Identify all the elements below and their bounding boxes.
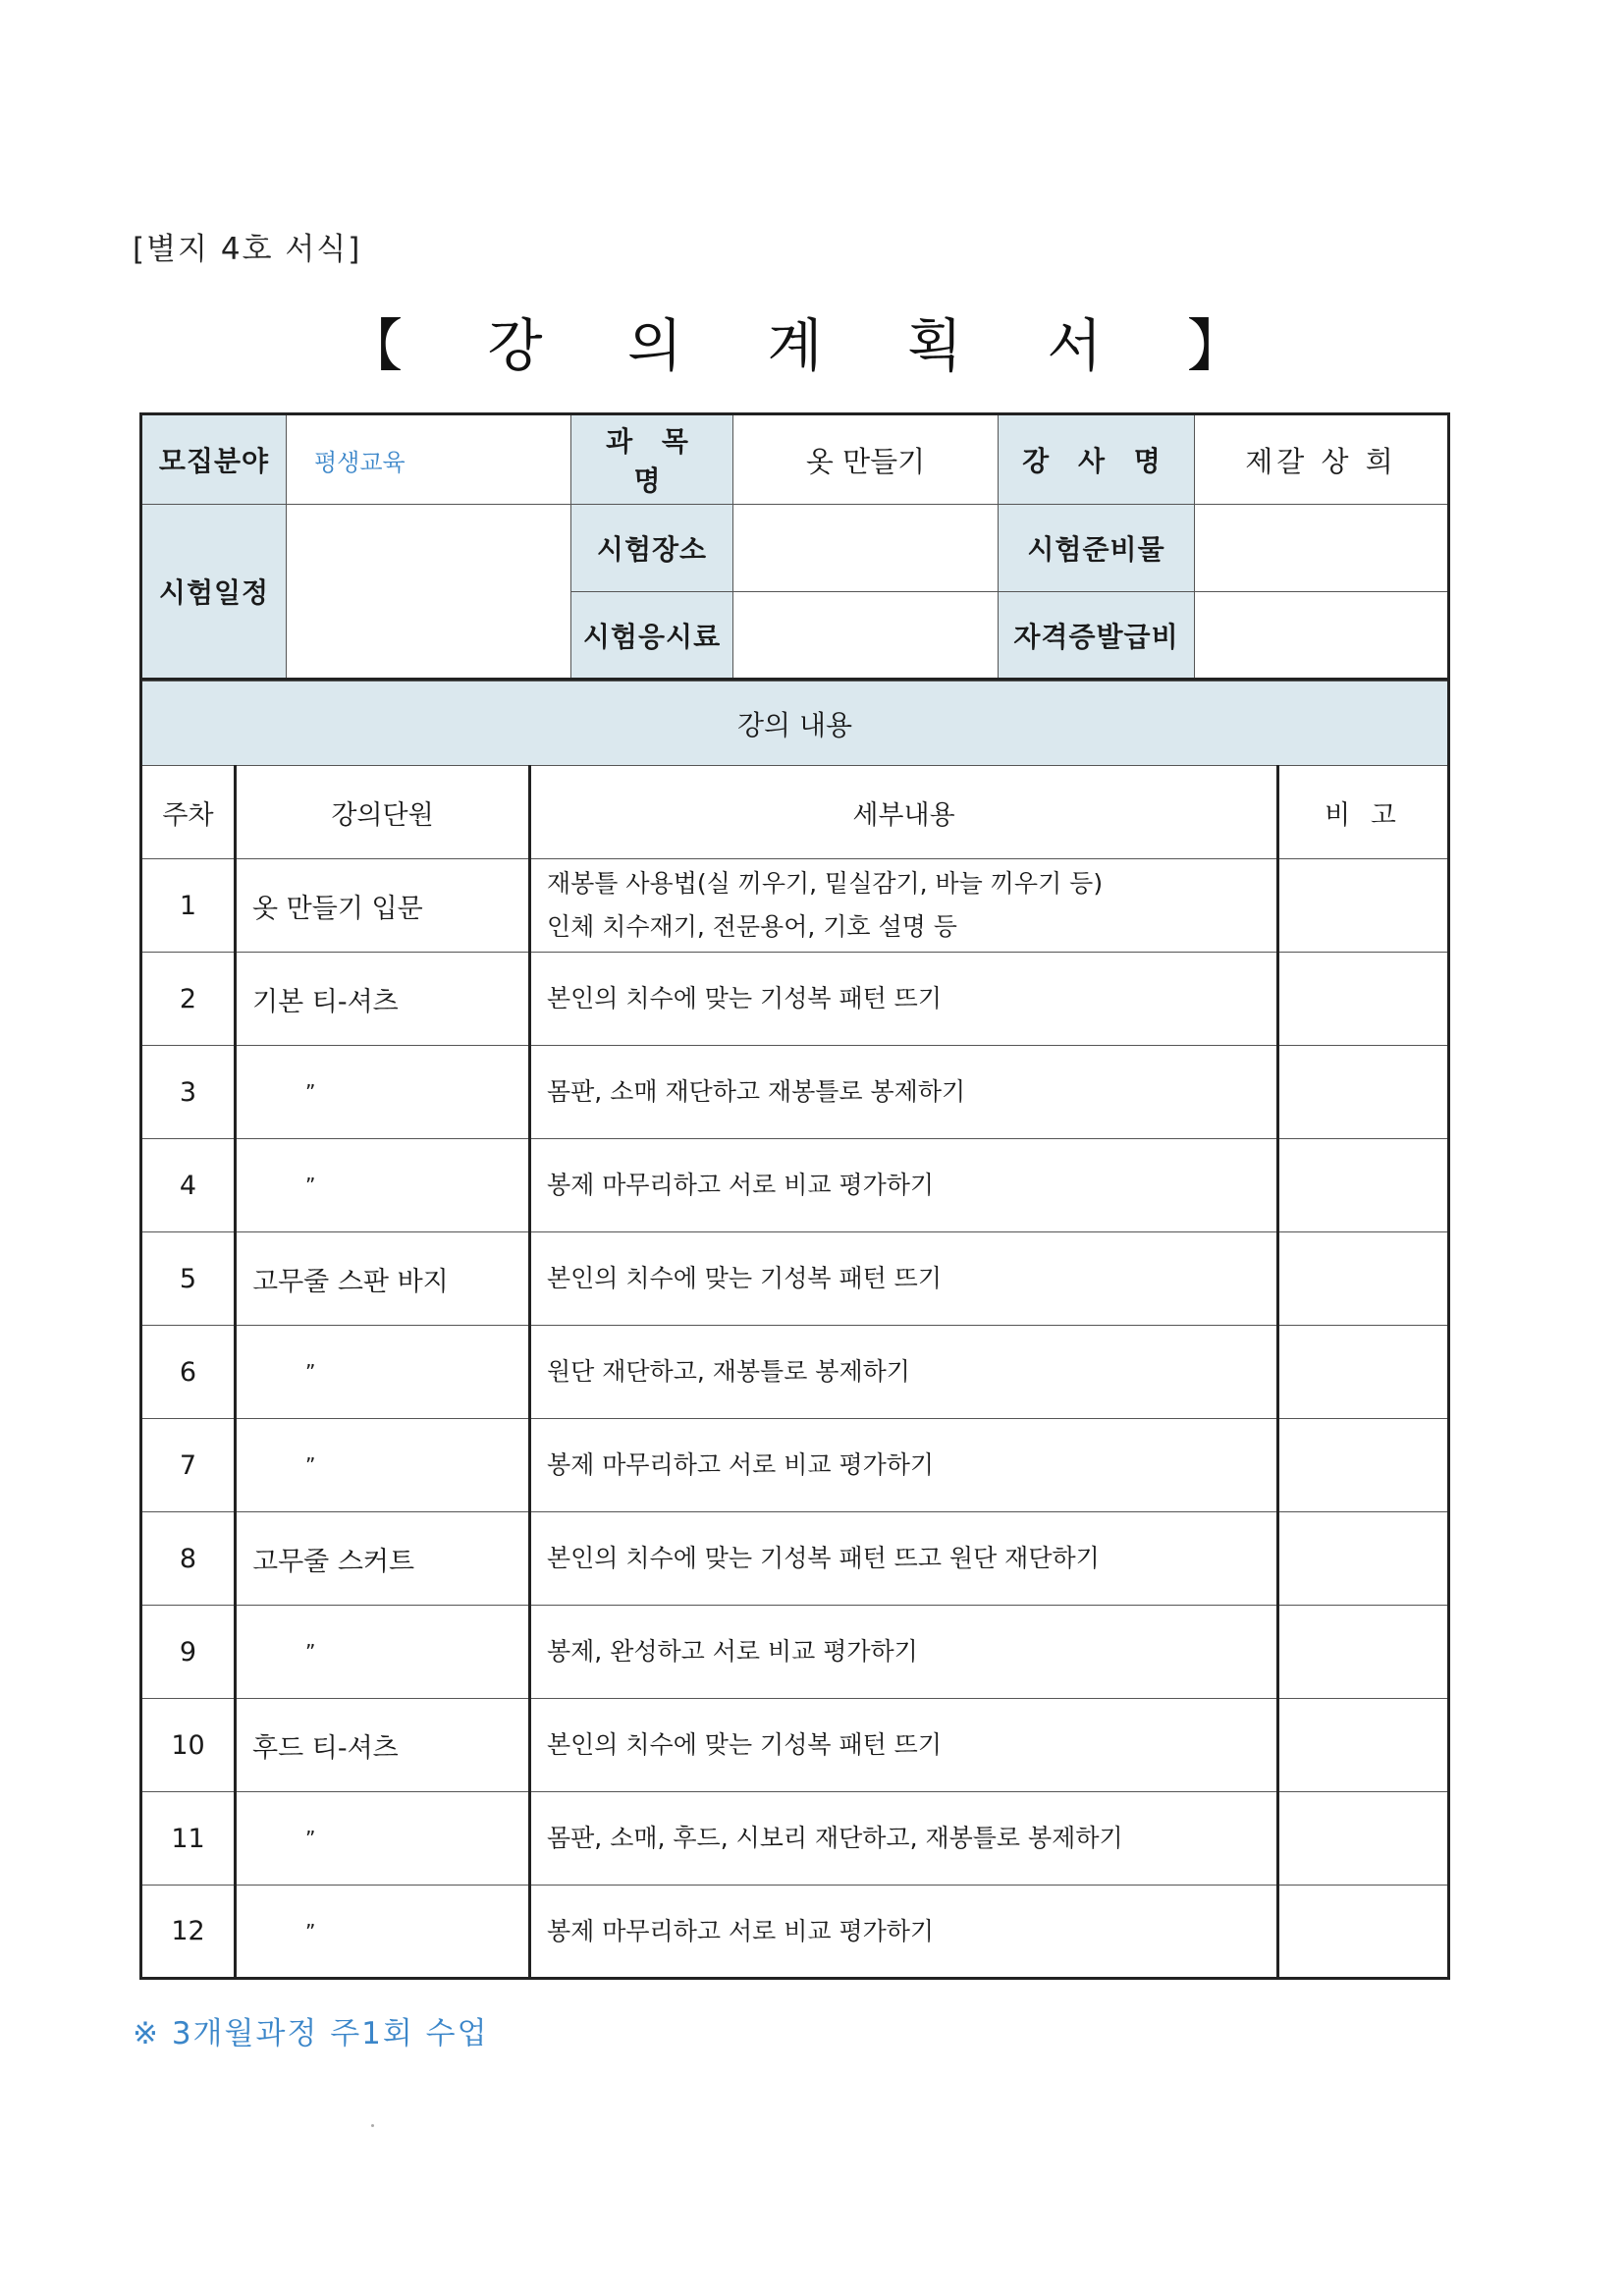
detail-cell — [530, 1232, 1278, 1326]
detail-line: 몸판, 소매 재단하고 재봉틀로 봉제하기 — [547, 1077, 966, 1106]
detail-line: 본인의 치수에 맞는 기성복 패턴 뜨기 — [547, 984, 942, 1012]
lecture-plan-sheet — [139, 412, 1447, 1980]
column-header-detail: 세부내용 — [530, 766, 1278, 859]
column-header-unit: 강의단원 — [236, 766, 530, 859]
footnote: ※ 3개월과정 주1회 수업 — [133, 2016, 489, 2051]
week-cell: 4 — [141, 1139, 236, 1232]
cert-fee-value — [1195, 592, 1449, 680]
week-cell: 2 — [141, 953, 236, 1046]
detail-cell — [530, 1886, 1278, 1979]
note-cell — [1278, 1419, 1449, 1512]
detail-line: 봉제 마무리하고 서로 비교 평가하기 — [547, 1916, 935, 1945]
detail-cell — [530, 1792, 1278, 1886]
week-cell: 3 — [141, 1046, 236, 1139]
detail-cell — [530, 1326, 1278, 1419]
detail-cell — [530, 1419, 1278, 1512]
info-table — [139, 412, 1450, 681]
section-title: 강의 내용 — [141, 682, 1449, 766]
table-row — [141, 1792, 1449, 1886]
detail-line: 봉제 마무리하고 서로 비교 평가하기 — [547, 1171, 935, 1199]
week-cell: 6 — [141, 1326, 236, 1419]
unit-cell: ” — [236, 1326, 530, 1419]
note-cell — [1278, 859, 1449, 953]
exam-place-label: 시험장소 — [571, 505, 733, 592]
unit-cell: 기본 티-셔츠 — [236, 953, 530, 1046]
unit-cell: 후드 티-셔츠 — [236, 1699, 530, 1792]
document-title: 【 강 의 계 획 서 】 — [346, 312, 1277, 379]
table-row — [141, 1606, 1449, 1699]
detail-cell — [530, 1139, 1278, 1232]
instructor-label: 강 사 명 — [999, 414, 1195, 505]
unit-cell: ” — [236, 1139, 530, 1232]
week-cell: 1 — [141, 859, 236, 953]
column-header-week: 주차 — [141, 766, 236, 859]
subject-value: 옷 만들기 — [733, 414, 999, 505]
week-cell: 8 — [141, 1512, 236, 1606]
detail-cell — [530, 1606, 1278, 1699]
exam-supplies-label: 시험준비물 — [999, 505, 1195, 592]
field-label: 모집분야 — [141, 414, 287, 505]
subject-label: 과 목 명 — [571, 414, 733, 505]
scan-speck — [371, 2124, 374, 2127]
table-row — [141, 1139, 1449, 1232]
detail-line: 재봉틀 사용법(실 끼우기, 밑실감기, 바늘 끼우기 등) — [547, 869, 1104, 898]
unit-cell: 옷 만들기 입문 — [236, 859, 530, 953]
detail-cell — [530, 1512, 1278, 1606]
column-header-note: 비 고 — [1278, 766, 1449, 859]
detail-cell — [530, 1699, 1278, 1792]
note-cell — [1278, 1326, 1449, 1419]
table-row — [141, 1512, 1449, 1606]
detail-line: 봉제 마무리하고 서로 비교 평가하기 — [547, 1450, 935, 1479]
unit-cell: ” — [236, 1886, 530, 1979]
note-cell — [1278, 1606, 1449, 1699]
unit-cell: ” — [236, 1792, 530, 1886]
form-label: [별지 4호 서식] — [133, 232, 362, 267]
detail-line: 봉제, 완성하고 서로 비교 평가하기 — [547, 1637, 918, 1666]
cert-fee-label: 자격증발급비 — [999, 592, 1195, 680]
note-cell — [1278, 1886, 1449, 1979]
week-cell: 11 — [141, 1792, 236, 1886]
table-row — [141, 953, 1449, 1046]
exam-supplies-value — [1195, 505, 1449, 592]
week-cell: 7 — [141, 1419, 236, 1512]
week-cell: 12 — [141, 1886, 236, 1979]
detail-cell — [530, 1046, 1278, 1139]
exam-place-value — [733, 505, 999, 592]
schedule-table — [139, 681, 1450, 1980]
table-row — [141, 1886, 1449, 1979]
detail-line: 본인의 치수에 맞는 기성복 패턴 뜨기 — [547, 1264, 942, 1292]
exam-schedule-value — [287, 505, 571, 680]
week-cell: 10 — [141, 1699, 236, 1792]
instructor-value: 제갈 상 희 — [1195, 414, 1449, 505]
note-cell — [1278, 953, 1449, 1046]
detail-line: 본인의 치수에 맞는 기성복 패턴 뜨고 원단 재단하기 — [547, 1544, 1100, 1572]
table-row — [141, 1699, 1449, 1792]
exam-schedule-label: 시험일정 — [141, 505, 287, 680]
table-row — [141, 1232, 1449, 1326]
unit-cell: ” — [236, 1419, 530, 1512]
exam-fee-value — [733, 592, 999, 680]
detail-line: 인체 치수재기, 전문용어, 기호 설명 등 — [547, 912, 957, 941]
field-value: 평생교육 — [287, 414, 571, 505]
note-cell — [1278, 1232, 1449, 1326]
table-row — [141, 1326, 1449, 1419]
note-cell — [1278, 1792, 1449, 1886]
note-cell — [1278, 1512, 1449, 1606]
detail-cell — [530, 859, 1278, 953]
table-row — [141, 1419, 1449, 1512]
week-cell: 9 — [141, 1606, 236, 1699]
table-row — [141, 859, 1449, 953]
week-cell: 5 — [141, 1232, 236, 1326]
detail-line: 원단 재단하고, 재봉틀로 봉제하기 — [547, 1357, 910, 1386]
detail-line: 몸판, 소매, 후드, 시보리 재단하고, 재봉틀로 봉제하기 — [547, 1824, 1123, 1852]
note-cell — [1278, 1139, 1449, 1232]
table-row — [141, 1046, 1449, 1139]
unit-cell: ” — [236, 1046, 530, 1139]
unit-cell: 고무줄 스판 바지 — [236, 1232, 530, 1326]
exam-fee-label: 시험응시료 — [571, 592, 733, 680]
note-cell — [1278, 1699, 1449, 1792]
note-cell — [1278, 1046, 1449, 1139]
detail-cell — [530, 953, 1278, 1046]
unit-cell: 고무줄 스커트 — [236, 1512, 530, 1606]
detail-line: 본인의 치수에 맞는 기성복 패턴 뜨기 — [547, 1730, 942, 1759]
unit-cell: ” — [236, 1606, 530, 1699]
